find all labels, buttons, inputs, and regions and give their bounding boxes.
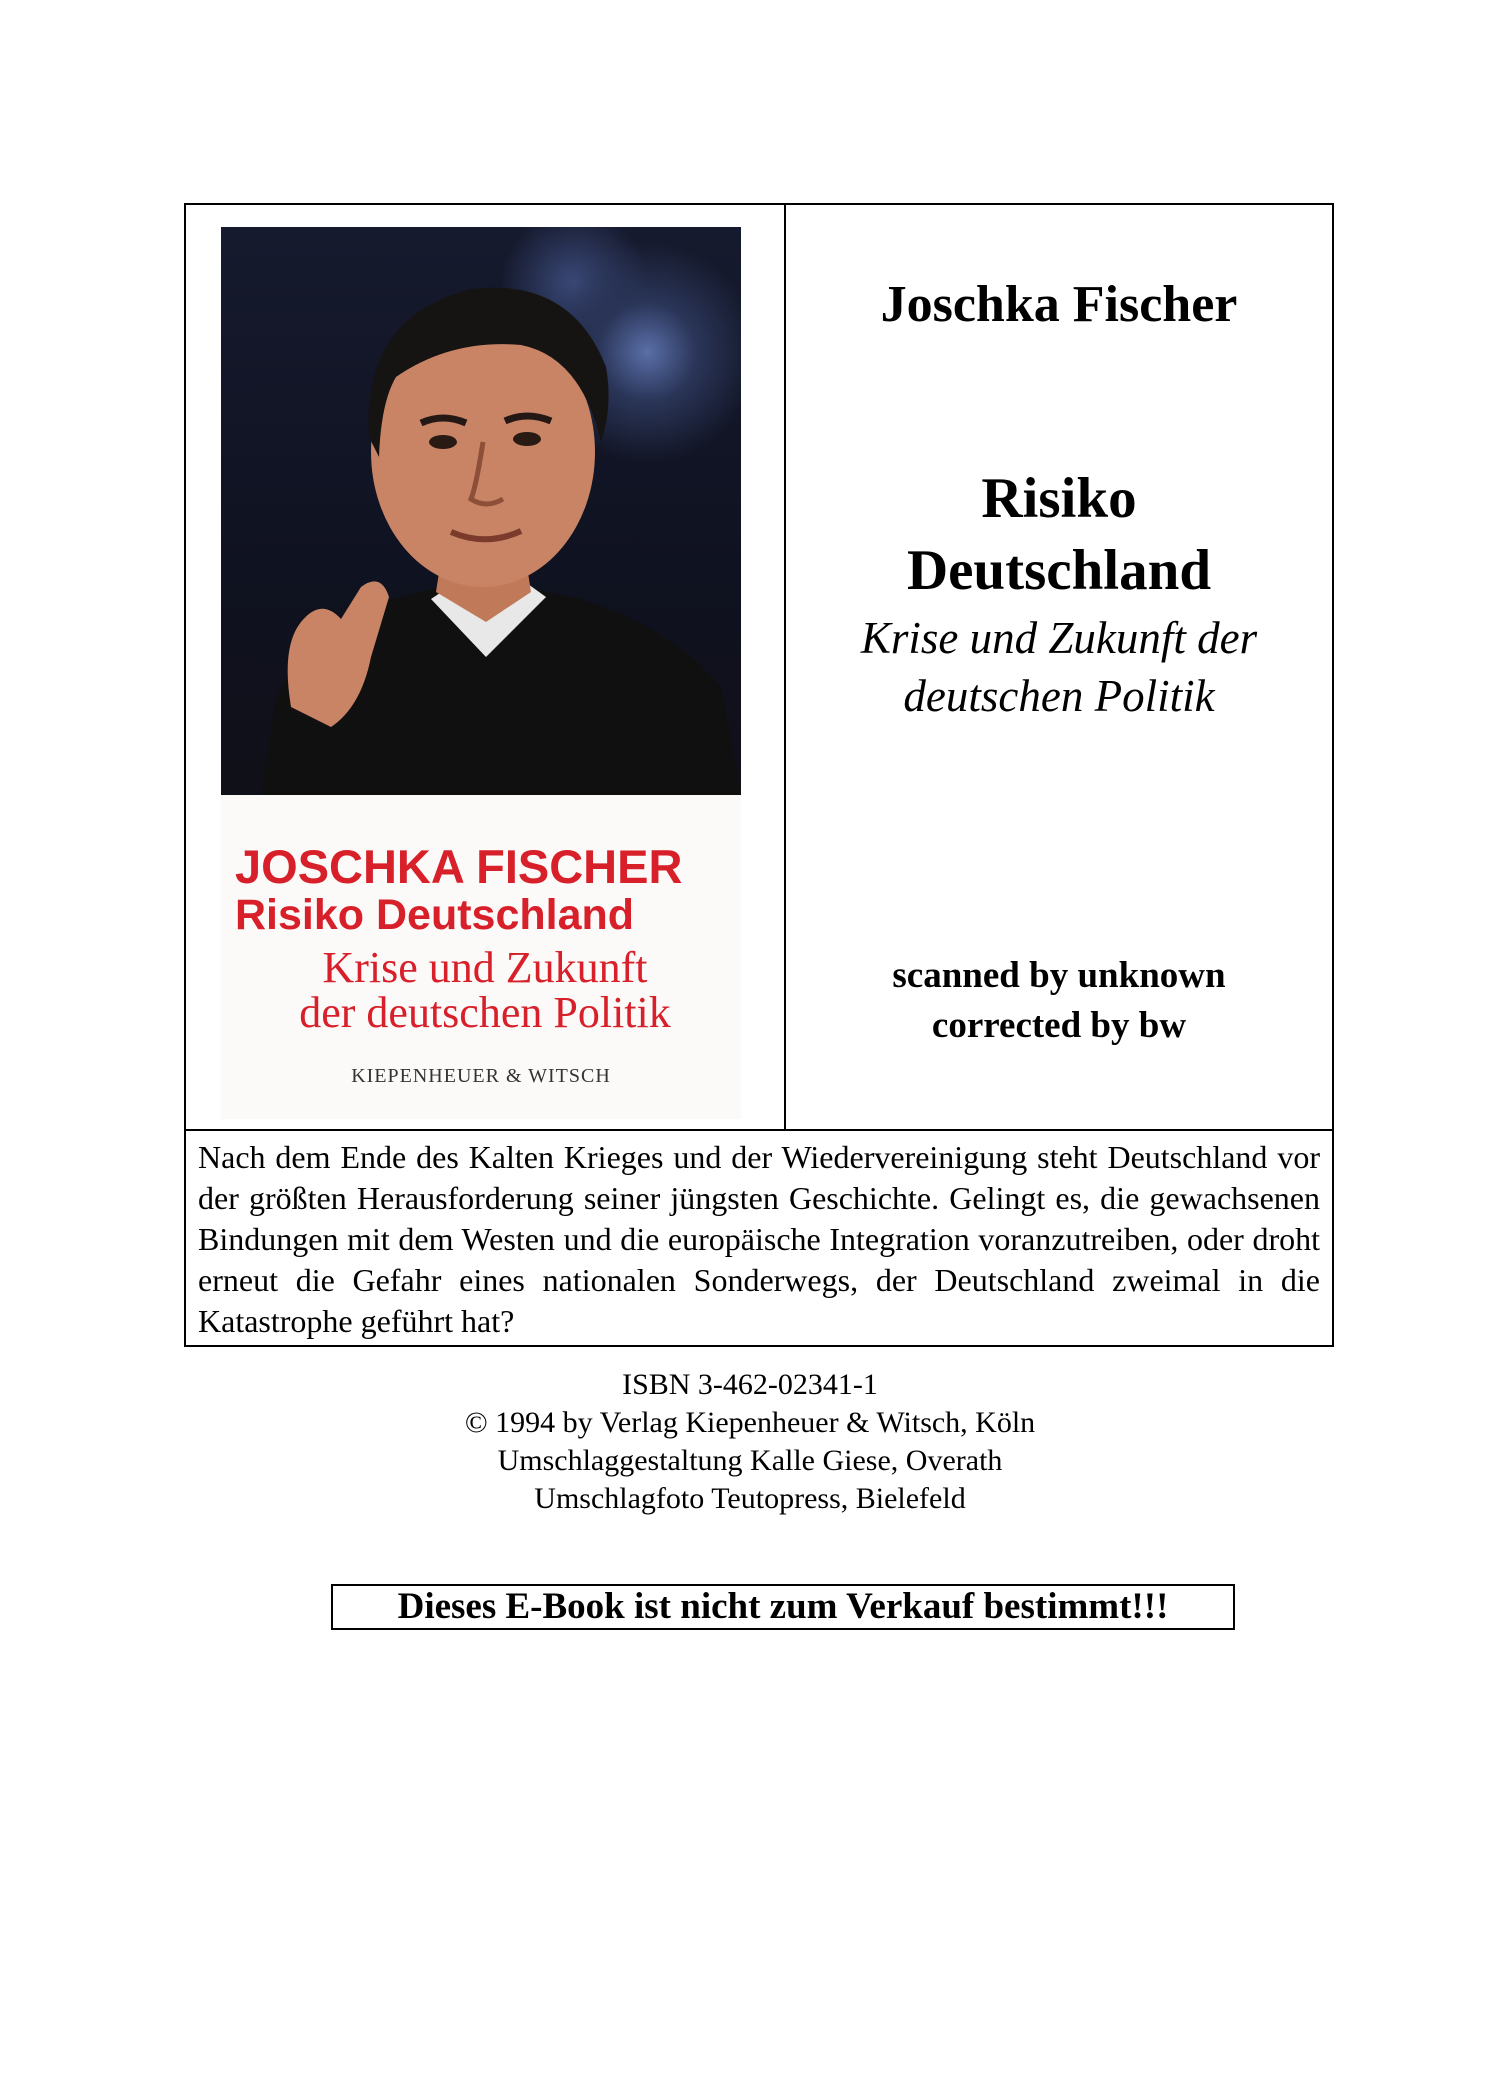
copyright: © 1994 by Verlag Kiepenheuer & Witsch, Köln xyxy=(464,1406,1036,1439)
book-subtitle xyxy=(786,609,1332,725)
isbn: ISBN 3-462-02341-1 xyxy=(622,1368,878,1401)
author-name: Joschka Fischer xyxy=(880,276,1238,333)
cover-text-panel xyxy=(221,795,741,1119)
imprint xyxy=(0,1366,1500,1518)
book-subtitle-line-1: Krise und Zukunft der xyxy=(860,613,1258,663)
cover-subtitle-line-1: Krise und Zukunft xyxy=(322,943,648,992)
scan-credits xyxy=(786,951,1332,1051)
cover-subtitle-line-2: der deutschen Politik xyxy=(299,988,671,1037)
book-description: Nach dem Ende des Kalten Krieges und der Wiedervereinigung steht Deutschland vor der größten Herausforderung seiner jüngsten Geschichte. Gelingt es, die gewachsenen Bindungen mit dem Westen und die europäische Integration voranzutreiben, oder droht erneut die Gefahr eines nationalen Sonderwegs, der Deutschland zweimal in die Katastrophe geführt hat? xyxy=(198,1139,1320,1339)
book-title-line-2: Deutschland xyxy=(906,539,1212,602)
scan-credit-line-2: corrected by bw xyxy=(931,1005,1187,1046)
book-title xyxy=(786,463,1332,607)
not-for-sale-notice: Dieses E-Book ist nicht zum Verkauf bestimmt!!! xyxy=(331,1584,1235,1630)
cover-author: JOSCHKA FISCHER xyxy=(235,840,683,893)
cover-publisher: KIEPENHEUER & WITSCH xyxy=(351,1065,611,1087)
title-cell xyxy=(786,205,1332,1129)
book-info-table xyxy=(184,203,1334,1347)
book-subtitle-line-2: deutschen Politik xyxy=(903,671,1215,721)
scan-credit-line-1: scanned by unknown xyxy=(892,955,1226,996)
cover-photo xyxy=(221,227,741,795)
cover-photo-credit: Umschlagfoto Teutopress, Bielefeld xyxy=(534,1482,966,1515)
cover-design-credit: Umschlaggestaltung Kalle Giese, Overath xyxy=(497,1444,1003,1477)
description-row xyxy=(186,1129,1332,1345)
cover-cell xyxy=(186,205,786,1129)
cover-subtitle xyxy=(235,945,735,1035)
book-cover-image xyxy=(221,227,741,1119)
book-title-line-1: Risiko xyxy=(981,467,1137,530)
author-portrait xyxy=(221,227,741,795)
cover-title: Risiko Deutschland xyxy=(235,891,635,939)
